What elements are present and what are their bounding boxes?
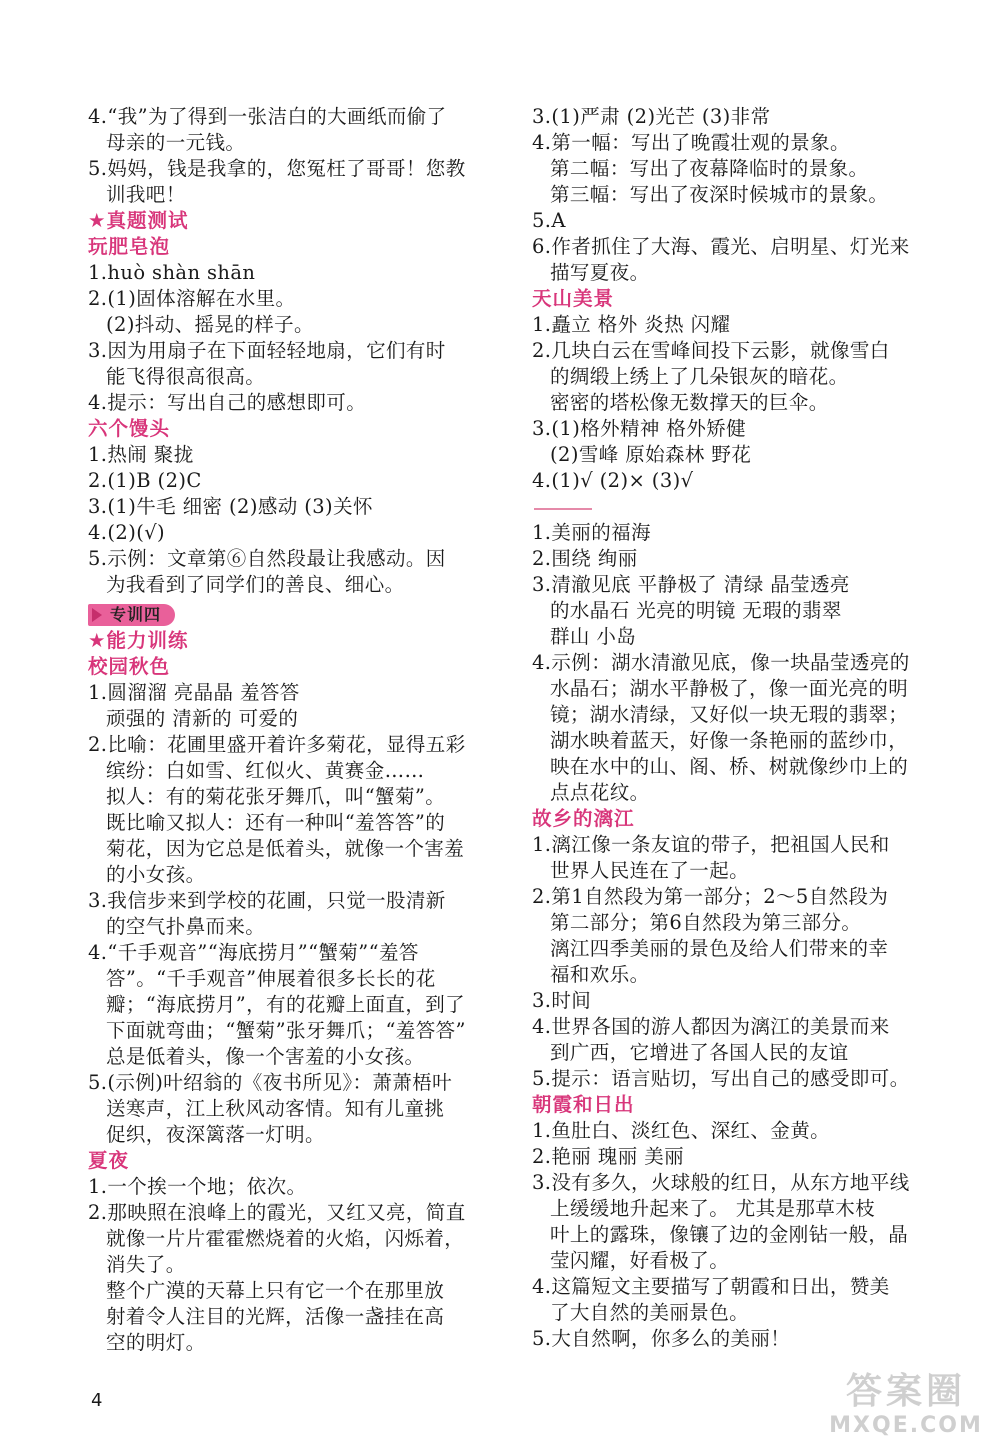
answer-continuation: 为我看到了同学们的善良、细心。 <box>106 573 405 596</box>
left-column <box>88 104 488 1356</box>
answer-continuation: 能飞得很高很高。 <box>106 365 266 388</box>
unit-tag-row <box>88 602 488 628</box>
answer-line: 4.(2)(√) <box>88 521 166 544</box>
answer-continuation: 密密的塔松像无数撑天的巨伞。 <box>550 391 829 414</box>
watermark-logo <box>818 1372 994 1448</box>
answer-continuation: 第二幅：写出了夜幕降临时的景象。 <box>550 157 869 180</box>
answer-line: 2.第1自然段为第一部分；2～5自然段为 <box>532 885 889 908</box>
watermark-text: 答案圈 <box>845 1371 966 1412</box>
answer-line: 6.作者抓住了大海、霞光、启明星、灯光来 <box>532 235 910 258</box>
answer-continuation: (2)抖动、摇晃的样子。 <box>106 313 314 336</box>
answer-continuation: 缤纷：白如雪、红似火、黄赛金…… <box>106 759 425 782</box>
answer-line: 1.矗立 格外 炎热 闪耀 <box>532 313 731 336</box>
answer-line: 2.(1)B (2)C <box>88 469 202 492</box>
answer-continuation: 的空气扑鼻而来。 <box>106 915 266 938</box>
answer-line: 3.(1)格外精神 格外矫健 <box>532 417 747 440</box>
answer-continuation: 训我吧！ <box>106 183 186 206</box>
answer-continuation: 菊花，因为它总是低着头，就像一个害羞 <box>106 837 465 860</box>
answer-line: 3.没有多久，火球般的红日，从东方地平线 <box>532 1171 910 1194</box>
answer-continuation: 水晶石；湖水平静极了，像一面光亮的明 <box>550 677 909 700</box>
answer-continuation: 莹闪耀，好看极了。 <box>550 1249 730 1272</box>
answer-line: 1.一个挨一个地；依次。 <box>88 1175 307 1198</box>
answer-continuation: 群山 小岛 <box>550 625 637 648</box>
answer-line: 4.“千手观音”“海底捞月”“蟹菊”“羞答 <box>88 941 419 964</box>
answer-continuation: (2)雪峰 原始森林 野花 <box>550 443 752 466</box>
answer-line: 1.漓江像一条友谊的带子，把祖国人民和 <box>532 833 890 856</box>
answer-continuation: 送寒声，江上秋风动客情。知有儿童挑 <box>106 1097 445 1120</box>
answer-line: 2.艳丽 瑰丽 美丽 <box>532 1145 685 1168</box>
answer-continuation: 瓣；“海底捞月”，有的花瓣上面直，到了 <box>106 993 466 1016</box>
answer-continuation: 上缓缓地升起来了。 尤其是那草木枝 <box>550 1197 875 1220</box>
answer-line: 2.围绕 绚丽 <box>532 547 638 570</box>
answer-continuation: 消失了。 <box>106 1253 186 1276</box>
answer-line: 5.A <box>532 209 566 232</box>
answer-continuation: 的水晶石 光亮的明镜 无瑕的翡翠 <box>550 599 842 622</box>
answer-continuation: 总是低着头，像一个害羞的小女孩。 <box>106 1045 425 1068</box>
section-heading: 朝霞和日出 <box>532 1093 635 1116</box>
answer-continuation: 湖水映着蓝天，好像一条艳丽的蓝纱巾， <box>550 729 909 752</box>
answer-continuation: 整个广漠的天幕上只有它一个在那里放 <box>106 1279 445 1302</box>
answer-continuation: 镜；湖水清绿，又好似一块无瑕的翡翠； <box>550 703 909 726</box>
answer-line: 4.示例：湖水清澈见底，像一块晶莹透亮的 <box>532 651 910 674</box>
answer-line: 5.妈妈，钱是我拿的，您冤枉了哥哥！您教 <box>88 157 466 180</box>
answer-line: 3.(1)严肃 (2)光芒 (3)非常 <box>532 105 771 128</box>
answer-line: 4.提示：写出自己的感想即可。 <box>88 391 367 414</box>
section-heading: 六个馒头 <box>88 417 171 440</box>
answer-line: 3.因为用扇子在下面轻轻地扇，它们有时 <box>88 339 446 362</box>
answer-line: 2.几块白云在雪峰间投下云影，就像雪白 <box>532 339 890 362</box>
answer-continuation: 下面就弯曲；“蟹菊”张牙舞爪；“羞答答” <box>106 1019 466 1042</box>
answer-continuation: 空的明灯。 <box>106 1331 206 1354</box>
page-number: 4 <box>91 1390 103 1411</box>
answer-line: 5.示例：文章第⑥自然段最让我感动。因 <box>88 547 446 570</box>
answer-continuation: 世界人民连在了一起。 <box>550 859 750 882</box>
section-heading: ★真题测试 <box>88 209 189 232</box>
answer-line: 4.第一幅：写出了晚霞壮观的景象。 <box>532 131 850 154</box>
answer-continuation: 答”。“千手观音”伸展着很多长长的花 <box>106 967 436 990</box>
answer-line: 4.世界各国的游人都因为漓江的美景而来 <box>532 1015 890 1038</box>
answer-line: 1.热闹 聚拢 <box>88 443 194 466</box>
section-heading: 故乡的漓江 <box>532 807 635 830</box>
answer-continuation: 射着令人注目的光辉，活像一盏挂在高 <box>106 1305 445 1328</box>
section-heading: ★能力训练 <box>88 629 189 652</box>
watermark-url: MXQE.COM <box>829 1413 983 1438</box>
answer-line: 5.大自然啊，你多么的美丽！ <box>532 1327 791 1350</box>
answer-continuation: 漓江四季美丽的景色及给人们带来的幸 <box>550 937 889 960</box>
answer-line: 4.“我”为了得到一张洁白的大画纸而偷了 <box>88 105 447 128</box>
section-heading: 校园秋色 <box>88 655 171 678</box>
answer-line: 2.那映照在浪峰上的霞光，又红又亮，简直 <box>88 1201 466 1224</box>
answer-continuation: 点点花纹。 <box>550 781 650 804</box>
answer-continuation: 映在水中的山、阁、桥、树就像纱巾上的 <box>550 755 909 778</box>
answer-line: 3.我信步来到学校的花圃，只觉一股清新 <box>88 889 446 912</box>
blank-title-rule <box>532 494 936 520</box>
answer-line: 2.比喻：花圃里盛开着许多菊花，显得五彩 <box>88 733 466 756</box>
right-column <box>532 104 936 1352</box>
answer-continuation: 顽强的 清新的 可爱的 <box>106 707 299 730</box>
answer-line: 4.这篇短文主要描写了朝霞和日出，赞美 <box>532 1275 890 1298</box>
answer-line: 1.圆溜溜 亮晶晶 羞答答 <box>88 681 300 704</box>
answer-line: 1.美丽的福海 <box>532 521 651 544</box>
answer-continuation: 的绸缎上绣上了几朵银灰的暗花。 <box>550 365 849 388</box>
section-heading: 天山美景 <box>532 287 615 310</box>
answer-continuation: 的小女孩。 <box>106 863 206 886</box>
answer-line: 5.(示例)叶绍翁的《夜书所见》：萧萧梧叶 <box>88 1071 452 1094</box>
answer-continuation: 母亲的一元钱。 <box>106 131 246 154</box>
answer-line: 3.(1)牛毛 细密 (2)感动 (3)关怀 <box>88 495 373 518</box>
answer-continuation: 拟人：有的菊花张牙舞爪，叫“蟹菊”。 <box>106 785 446 808</box>
answer-line: 5.提示：语言贴切，写出自己的感受即可。 <box>532 1067 910 1090</box>
section-heading: 玩肥皂泡 <box>88 235 171 258</box>
answer-continuation: 了大自然的美丽景色。 <box>550 1301 750 1324</box>
answer-line: 1.鱼肚白、淡红色、深红、金黄。 <box>532 1119 831 1142</box>
answer-line: 3.时间 <box>532 989 592 1012</box>
answer-continuation: 福和欢乐。 <box>550 963 650 986</box>
answer-continuation: 促织，夜深篱落一灯明。 <box>106 1123 325 1146</box>
answer-continuation: 既比喻又拟人：还有一种叫“羞答答”的 <box>106 811 446 834</box>
answer-continuation: 第二部分；第6自然段为第三部分。 <box>550 911 862 934</box>
answer-continuation: 描写夏夜。 <box>550 261 650 284</box>
unit-tag: 专训四 <box>88 604 175 626</box>
answer-continuation: 就像一片片霍霍燃烧着的火焰，闪烁着， <box>106 1227 465 1250</box>
section-heading: 夏夜 <box>88 1149 130 1172</box>
answer-line: 2.(1)固体溶解在水里。 <box>88 287 296 310</box>
answer-continuation: 到广西，它增进了各国人民的友谊 <box>550 1041 849 1064</box>
answer-line: 3.清澈见底 平静极了 清绿 晶莹透亮 <box>532 573 850 596</box>
answer-continuation: 叶上的露珠，像镶了边的金刚钻一般，晶 <box>550 1223 909 1246</box>
rule-line <box>534 508 592 510</box>
answer-continuation: 第三幅：写出了夜深时候城市的景象。 <box>550 183 889 206</box>
answer-line: 4.(1)√ (2)× (3)√ <box>532 469 694 492</box>
answer-line: 1.huò shàn shān <box>88 261 256 284</box>
